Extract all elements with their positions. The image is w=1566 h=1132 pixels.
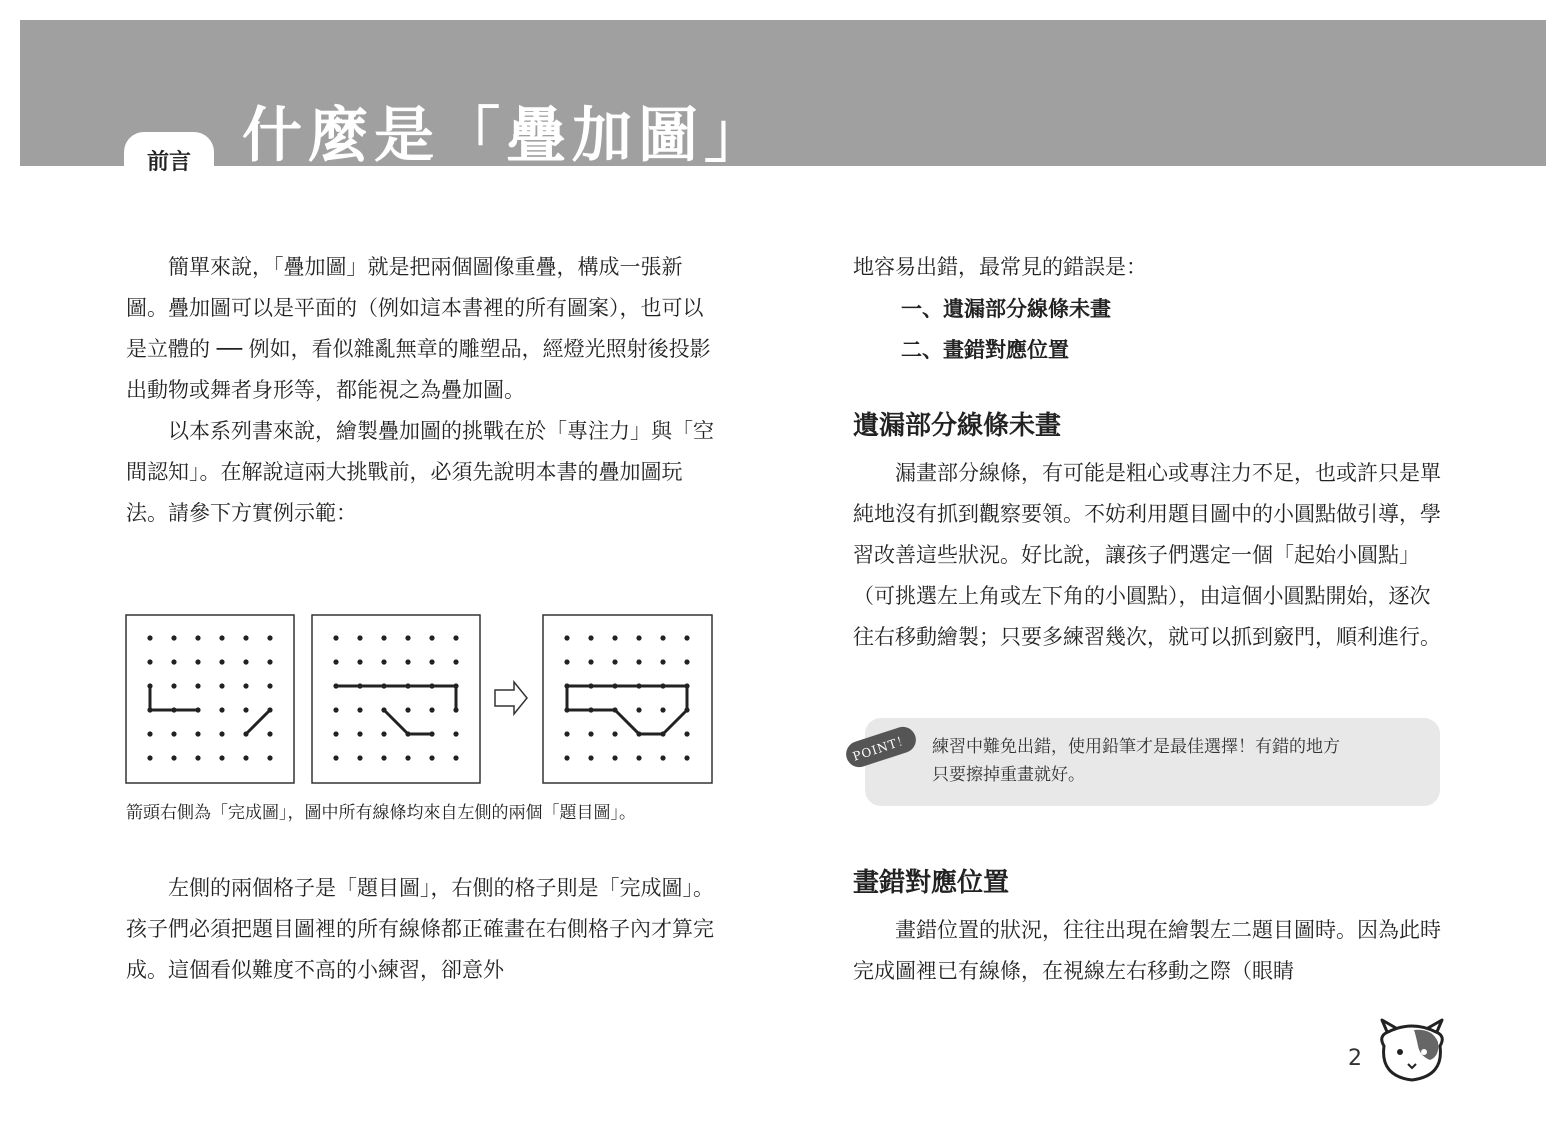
grid-dot bbox=[684, 707, 689, 712]
error-list-item: 一、遺漏部分線條未畫 bbox=[901, 296, 1111, 321]
grid-dot bbox=[333, 635, 338, 640]
grid-dot bbox=[660, 683, 665, 688]
grid-dot bbox=[612, 683, 617, 688]
section-heading: 畫錯對應位置 bbox=[853, 868, 1010, 898]
grid-dot bbox=[219, 659, 224, 664]
grid-dot bbox=[429, 755, 434, 760]
grid-dot bbox=[333, 755, 338, 760]
grid-dot bbox=[195, 707, 200, 712]
grid-dot bbox=[195, 731, 200, 736]
right-section2-text bbox=[853, 910, 1448, 992]
point-tip-line: 只要擦掉重畫就好。 bbox=[932, 765, 1085, 785]
page-title: 什麼是「疊加圖」 bbox=[242, 101, 770, 171]
grid-dot bbox=[219, 731, 224, 736]
grid-dot bbox=[219, 635, 224, 640]
grid-dot bbox=[357, 755, 362, 760]
grid-dot bbox=[564, 659, 569, 664]
grid-dot bbox=[381, 731, 386, 736]
grid-dot bbox=[267, 707, 272, 712]
grid-dot bbox=[636, 659, 641, 664]
grid-dot bbox=[636, 683, 641, 688]
grid-dot bbox=[147, 731, 152, 736]
grid-dot bbox=[588, 755, 593, 760]
figure-caption: 箭頭右側為「完成圖」，圖中所有線條均來自左側的兩個「題目圖」。 bbox=[126, 803, 636, 823]
grid-dot bbox=[588, 731, 593, 736]
point-tip-line: 練習中難免出錯，使用鉛筆才是最佳選擇！有錯的地方 bbox=[932, 737, 1340, 757]
overlay-example-figure bbox=[125, 614, 715, 786]
grid-dot bbox=[195, 635, 200, 640]
grid-dot bbox=[171, 707, 176, 712]
grid-dot bbox=[612, 707, 617, 712]
grid-dot bbox=[684, 659, 689, 664]
right-intro-text bbox=[853, 247, 1443, 370]
grid-dot bbox=[267, 659, 272, 664]
grid-dot bbox=[171, 755, 176, 760]
grid-dot bbox=[357, 731, 362, 736]
grid-dot bbox=[171, 683, 176, 688]
grid-dot bbox=[243, 683, 248, 688]
grid-dot bbox=[405, 635, 410, 640]
grid-dot bbox=[453, 635, 458, 640]
grid-dot bbox=[195, 659, 200, 664]
chapter-tag: 前言 bbox=[124, 132, 214, 180]
grid-dot bbox=[636, 755, 641, 760]
grid-dot bbox=[405, 683, 410, 688]
point-tip-text bbox=[932, 733, 1432, 789]
paragraph: 漏畫部分線條，有可能是粗心或專注力不足，也或許只是單純地沒有抓到觀察要領。不妨利用題目圖中的小圓點做引導，學習改善這些狀況。好比說，讓孩子們選定一個「起始小圓點」（可挑選左上角或左下角的小圓點），由這個小圓點開始，逐次往右移動繪製；只要多練習幾次，就可以抓到竅門，順利進行。 bbox=[853, 461, 1441, 649]
error-list-item: 二、畫錯對應位置 bbox=[901, 337, 1069, 362]
grid-dot bbox=[333, 731, 338, 736]
page-number: 2 bbox=[1348, 1046, 1362, 1071]
grid-dot bbox=[243, 659, 248, 664]
grid-dot bbox=[612, 731, 617, 736]
grid-dot bbox=[636, 635, 641, 640]
point-badge: POINT！ bbox=[843, 724, 920, 771]
grid-dot bbox=[636, 731, 641, 736]
grid-dot bbox=[564, 635, 569, 640]
grid-dot bbox=[243, 635, 248, 640]
left-body-text bbox=[126, 868, 716, 991]
grid-dot bbox=[243, 707, 248, 712]
grid-dot bbox=[636, 707, 641, 712]
grid-dot bbox=[405, 659, 410, 664]
grid-dot bbox=[429, 707, 434, 712]
grid-dot bbox=[147, 755, 152, 760]
grid-dot bbox=[381, 683, 386, 688]
grid-dot bbox=[357, 683, 362, 688]
grid-dot bbox=[660, 731, 665, 736]
grid-dot bbox=[195, 683, 200, 688]
grid-dot bbox=[333, 683, 338, 688]
grid-dot bbox=[267, 635, 272, 640]
right-arrow-icon bbox=[495, 682, 527, 714]
grid-dot bbox=[564, 707, 569, 712]
example-grids bbox=[125, 614, 715, 786]
grid-dot bbox=[357, 659, 362, 664]
grid-dot bbox=[243, 755, 248, 760]
grid-dot bbox=[381, 755, 386, 760]
grid-dot bbox=[243, 731, 248, 736]
grid-dot bbox=[612, 755, 617, 760]
paragraph: 左側的兩個格子是「題目圖」，右側的格子則是「完成圖」。孩子們必須把題目圖裡的所有線條都正確畫在右側格子內才算完成。這個看似難度不高的小練習，卻意外 bbox=[126, 876, 714, 982]
paragraph: 簡單來說，「疊加圖」就是把兩個圖像重疊，構成一張新圖。疊加圖可以是平面的（例如這本書裡的所有圖案），也可以是立體的 ── 例如，看似雜亂無章的雕塑品，經燈光照射後投影出動物或舞者身形等，都能視之為疊加圖。 bbox=[126, 255, 711, 402]
grid-dot bbox=[357, 707, 362, 712]
grid-dot bbox=[429, 659, 434, 664]
paragraph: 以本系列書來說，繪製疊加圖的挑戰在於「專注力」與「空間認知」。在解說這兩大挑戰前，必須先說明本書的疊加圖玩法。請參下方實例示範： bbox=[126, 419, 714, 525]
grid-dot bbox=[381, 659, 386, 664]
grid-dot bbox=[660, 707, 665, 712]
grid-dot bbox=[429, 683, 434, 688]
grid-dot bbox=[171, 659, 176, 664]
grid-dot bbox=[684, 635, 689, 640]
cow-mascot-icon bbox=[1374, 1016, 1450, 1086]
grid-dot bbox=[147, 707, 152, 712]
grid-dot bbox=[405, 707, 410, 712]
grid-dot bbox=[588, 659, 593, 664]
grid-dot bbox=[381, 635, 386, 640]
grid-dot bbox=[660, 659, 665, 664]
grid-dot bbox=[267, 755, 272, 760]
grid-dot bbox=[453, 659, 458, 664]
grid-dot bbox=[588, 707, 593, 712]
paragraph: 畫錯位置的狀況，往往出現在繪製左二題目圖時。因為此時完成圖裡已有線條，在視線左右移動之際（眼睛 bbox=[853, 918, 1441, 983]
grid-dot bbox=[684, 731, 689, 736]
grid-dot bbox=[267, 731, 272, 736]
grid-dot bbox=[267, 683, 272, 688]
grid-dot bbox=[684, 755, 689, 760]
grid-dot bbox=[219, 755, 224, 760]
grid-dot bbox=[660, 755, 665, 760]
grid-dot bbox=[147, 683, 152, 688]
grid-dot bbox=[660, 635, 665, 640]
grid-dot bbox=[684, 683, 689, 688]
grid-dot bbox=[429, 731, 434, 736]
grid-dot bbox=[453, 731, 458, 736]
grid-dot bbox=[405, 731, 410, 736]
left-intro-text bbox=[126, 247, 716, 534]
grid-dot bbox=[171, 731, 176, 736]
right-section1-text bbox=[853, 453, 1448, 658]
section-heading: 遺漏部分線條未畫 bbox=[853, 411, 1062, 441]
grid-dot bbox=[219, 707, 224, 712]
grid-dot bbox=[612, 659, 617, 664]
grid-dot bbox=[357, 635, 362, 640]
grid-dot bbox=[171, 635, 176, 640]
grid-dot bbox=[564, 731, 569, 736]
grid-dot bbox=[381, 707, 386, 712]
grid-dot bbox=[612, 635, 617, 640]
grid-dot bbox=[333, 707, 338, 712]
grid-dot bbox=[564, 683, 569, 688]
grid-dot bbox=[453, 683, 458, 688]
grid-dot bbox=[333, 659, 338, 664]
grid-dot bbox=[453, 755, 458, 760]
grid-dot bbox=[219, 683, 224, 688]
grid-dot bbox=[564, 755, 569, 760]
grid-dot bbox=[405, 755, 410, 760]
grid-dot bbox=[588, 683, 593, 688]
grid-dot bbox=[429, 635, 434, 640]
grid-dot bbox=[588, 635, 593, 640]
grid-dot bbox=[147, 659, 152, 664]
grid-dot bbox=[147, 635, 152, 640]
grid-dot bbox=[195, 755, 200, 760]
paragraph: 地容易出錯，最常見的錯誤是： bbox=[853, 255, 1147, 279]
grid-dot bbox=[453, 707, 458, 712]
